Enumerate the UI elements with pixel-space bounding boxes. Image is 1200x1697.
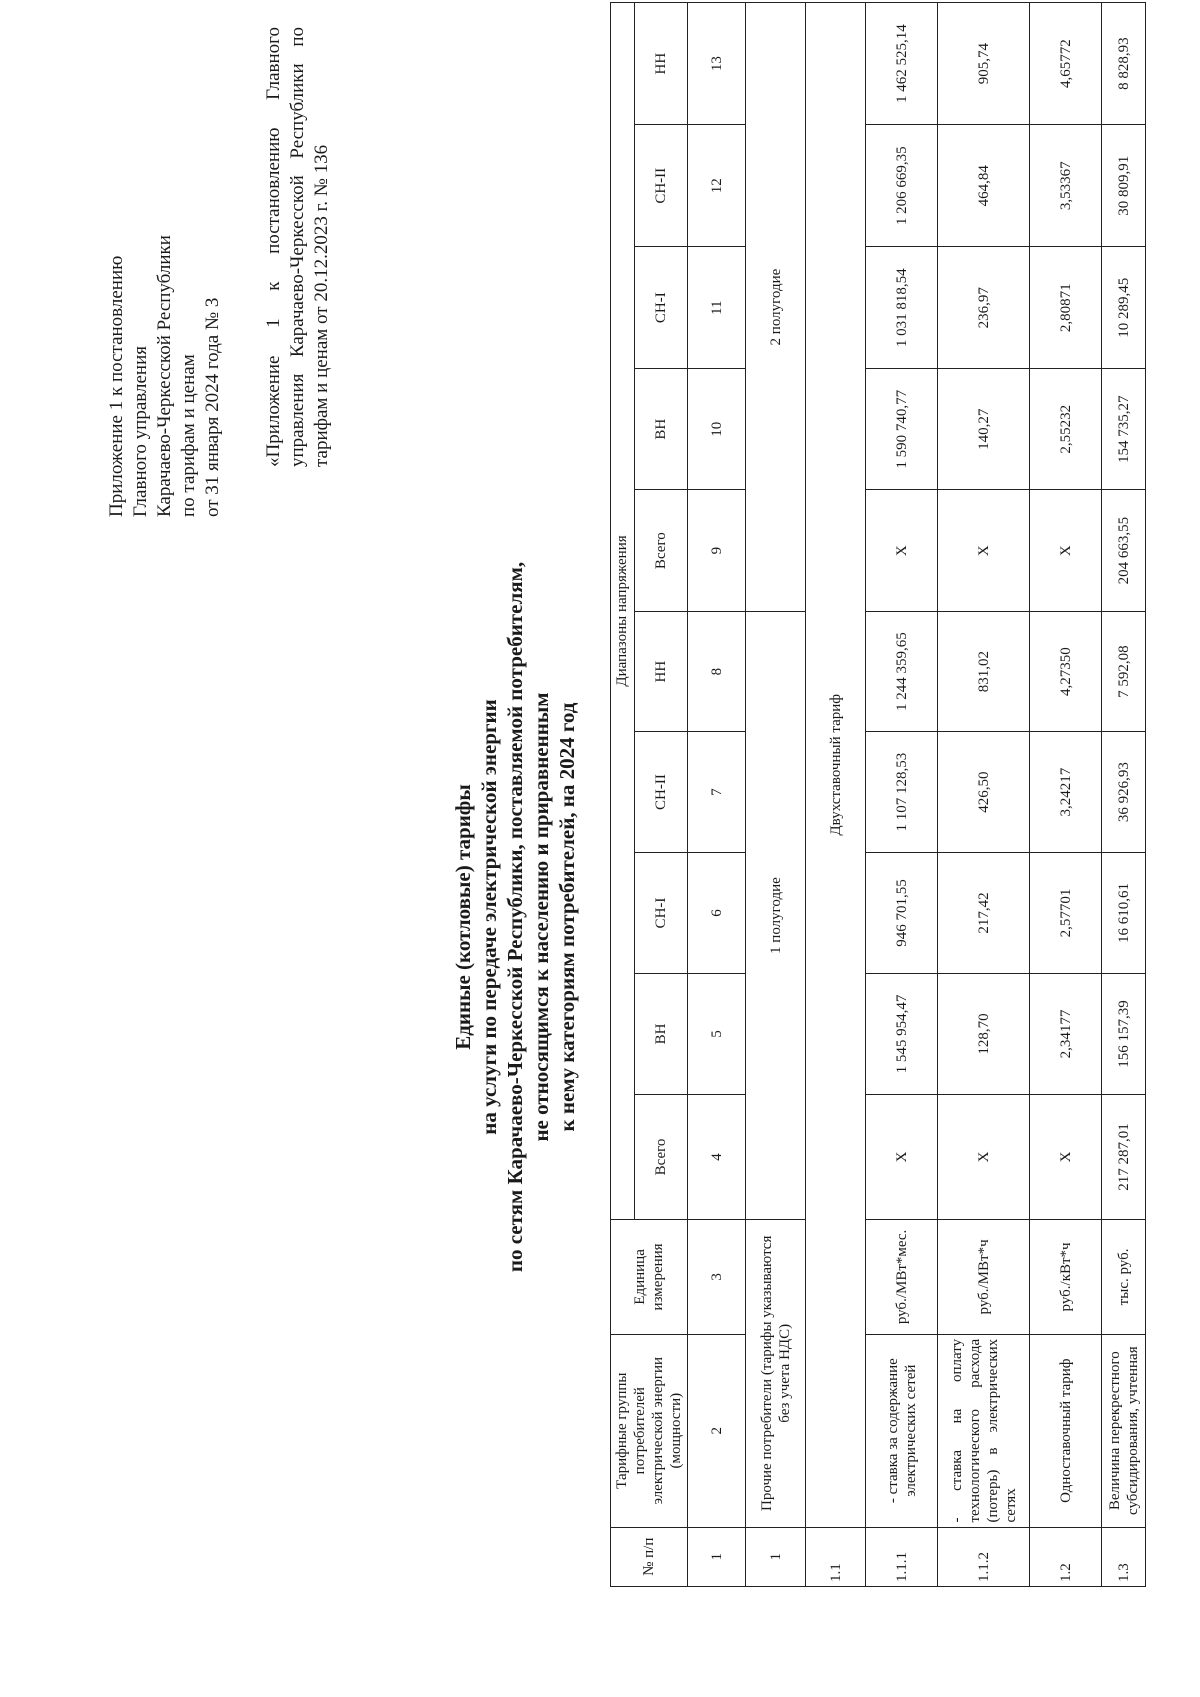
row-value: Х: [1030, 1094, 1102, 1219]
tariff-row: [938, 3, 1030, 1587]
row-value: Х: [1030, 490, 1102, 612]
appendix-line: от 31 января 2024 года № 3: [202, 297, 223, 517]
appendix-old-text: «Приложение 1 к постановлению Главного управления Карачаево-Черкесской Республики по тарифам и ценам от 20.12.2023 г. № 136: [263, 27, 332, 467]
row-num: 1.3: [1102, 1527, 1146, 1586]
column-number: 9: [688, 490, 746, 612]
row-value: 30 809,91: [1102, 125, 1146, 247]
column-number: 4: [688, 1094, 746, 1219]
row-num: 1.1.2: [938, 1527, 1030, 1586]
column-number: 7: [688, 732, 746, 853]
row-value: 154 735,27: [1102, 369, 1146, 490]
row-value: Х: [938, 1094, 1030, 1219]
row-value: 10 289,45: [1102, 247, 1146, 369]
header-voltage-col: НН: [634, 3, 687, 125]
row-value: Х: [866, 490, 938, 612]
row-value: 4,65772: [1030, 3, 1102, 125]
two-part-tariff-row: [806, 3, 866, 1587]
header-voltage-col: ВН: [634, 974, 687, 1095]
column-number: 12: [688, 125, 746, 247]
row-value: 217,42: [938, 853, 1030, 974]
column-number: 10: [688, 369, 746, 490]
row-unit: руб./кВт*ч: [1030, 1220, 1102, 1335]
row-value: 1 590 740,77: [866, 369, 938, 490]
header-voltage-col: НН: [634, 612, 687, 732]
title-line: на услуги по передаче электрической энергии: [477, 699, 501, 1135]
two-part-num: 1.1: [806, 1527, 866, 1586]
appendix-line: Главного управления: [130, 346, 151, 517]
half-year-2: 2 полугодие: [746, 3, 806, 612]
row-value: 3,24217: [1030, 732, 1102, 853]
row-value: 236,97: [938, 247, 1030, 369]
tariff-row: [866, 3, 938, 1587]
row-name: - ставка на оплату технологического расхода (потерь) в электрических сетях: [938, 1334, 1030, 1527]
row-unit: руб./МВт*мес.: [866, 1220, 938, 1335]
row-value: 1 462 525,14: [866, 3, 938, 125]
header-voltage-col: ВН: [634, 369, 687, 490]
section-num: 1: [746, 1527, 806, 1586]
tariff-row: [1030, 3, 1102, 1587]
header-voltage-col: Всего: [634, 490, 687, 612]
section-name: Прочие потребители (тарифы указываются без учета НДС): [746, 1220, 806, 1528]
row-value: 217 287,01: [1102, 1094, 1146, 1219]
row-value: 464,84: [938, 125, 1030, 247]
column-number: 5: [688, 974, 746, 1095]
row-value: 128,70: [938, 974, 1030, 1095]
column-number-row: [688, 3, 746, 1587]
header-voltage-col: СН-II: [634, 732, 687, 853]
title-line: не относящимся к населению и приравненным: [529, 692, 553, 1142]
column-number: 3: [688, 1220, 746, 1335]
column-number: 11: [688, 247, 746, 369]
column-number: 8: [688, 612, 746, 732]
document-title: [450, 317, 580, 1517]
appendix-line: Приложение 1 к постановлению: [106, 255, 127, 517]
row-unit: руб./МВт*ч: [938, 1220, 1030, 1335]
row-num: 1.2: [1030, 1527, 1102, 1586]
row-value: 204 663,55: [1102, 490, 1146, 612]
row-value: 1 545 954,47: [866, 974, 938, 1095]
appendix-header-old: [262, 27, 334, 467]
row-value: 16 610,61: [1102, 853, 1146, 974]
half-year-1: 1 полугодие: [746, 612, 806, 1220]
row-value: 36 926,93: [1102, 732, 1146, 853]
column-number: 13: [688, 3, 746, 125]
row-value: 2,34177: [1030, 974, 1102, 1095]
two-part-name: Двухставочный тариф: [806, 3, 866, 1528]
row-num: 1.1.1: [866, 1527, 938, 1586]
row-value: 140,27: [938, 369, 1030, 490]
row-value: 2,55232: [1030, 369, 1102, 490]
row-value: 3,53367: [1030, 125, 1102, 247]
header-group: Тарифные группы потребителей электрической энергии (мощности): [611, 1334, 688, 1527]
tariff-row: [1102, 3, 1146, 1587]
appendix-line: Карачаево-Черкесской Республики: [154, 235, 175, 517]
row-value: 2,80871: [1030, 247, 1102, 369]
header-voltage-col: СН-II: [634, 125, 687, 247]
column-number: 6: [688, 853, 746, 974]
row-name: - ставка за содержание электрических сетей: [866, 1334, 938, 1527]
header-row-top: [611, 3, 635, 1587]
header-num: № п/п: [611, 1527, 688, 1586]
row-value: 4,27350: [1030, 612, 1102, 732]
title-line: к нему категориям потребителей, на 2024 год: [555, 702, 579, 1132]
row-value: 426,50: [938, 732, 1030, 853]
row-value: 8 828,93: [1102, 3, 1146, 125]
column-number: 2: [688, 1334, 746, 1527]
row-value: 2,57701: [1030, 853, 1102, 974]
row-value: 1 206 669,35: [866, 125, 938, 247]
appendix-line: по тарифам и ценам: [178, 354, 199, 517]
row-name: Одноставочный тариф: [1030, 1334, 1102, 1527]
header-voltage-col: СН-I: [634, 853, 687, 974]
row-value: Х: [866, 1094, 938, 1219]
row-value: 1 031 818,54: [866, 247, 938, 369]
row-value: 831,02: [938, 612, 1030, 732]
row-value: 905,74: [938, 3, 1030, 125]
title-line: Единые (котловые) тарифы: [451, 784, 475, 1050]
row-value: 946 701,55: [866, 853, 938, 974]
header-voltage: Диапазоны напряжения: [611, 3, 635, 1220]
tariff-table: [610, 2, 1146, 1587]
row-value: 1 244 359,65: [866, 612, 938, 732]
row-value: 156 157,39: [1102, 974, 1146, 1095]
header-voltage-col: Всего: [634, 1094, 687, 1219]
column-number: 1: [688, 1527, 746, 1586]
row-value: Х: [938, 490, 1030, 612]
row-unit: тыс. руб.: [1102, 1220, 1146, 1335]
section-row: [746, 3, 806, 1587]
row-value: 7 592,08: [1102, 612, 1146, 732]
header-unit: Единица измерения: [611, 1220, 688, 1335]
row-value: 1 107 128,53: [866, 732, 938, 853]
row-name: Величина перекрестного субсидирования, учтенная: [1102, 1334, 1146, 1527]
title-line: по сетям Карачаево-Черкесской Республики, поставляемой потребителям,: [503, 561, 527, 1273]
appendix-header-new: [105, 37, 225, 517]
header-voltage-col: СН-I: [634, 247, 687, 369]
